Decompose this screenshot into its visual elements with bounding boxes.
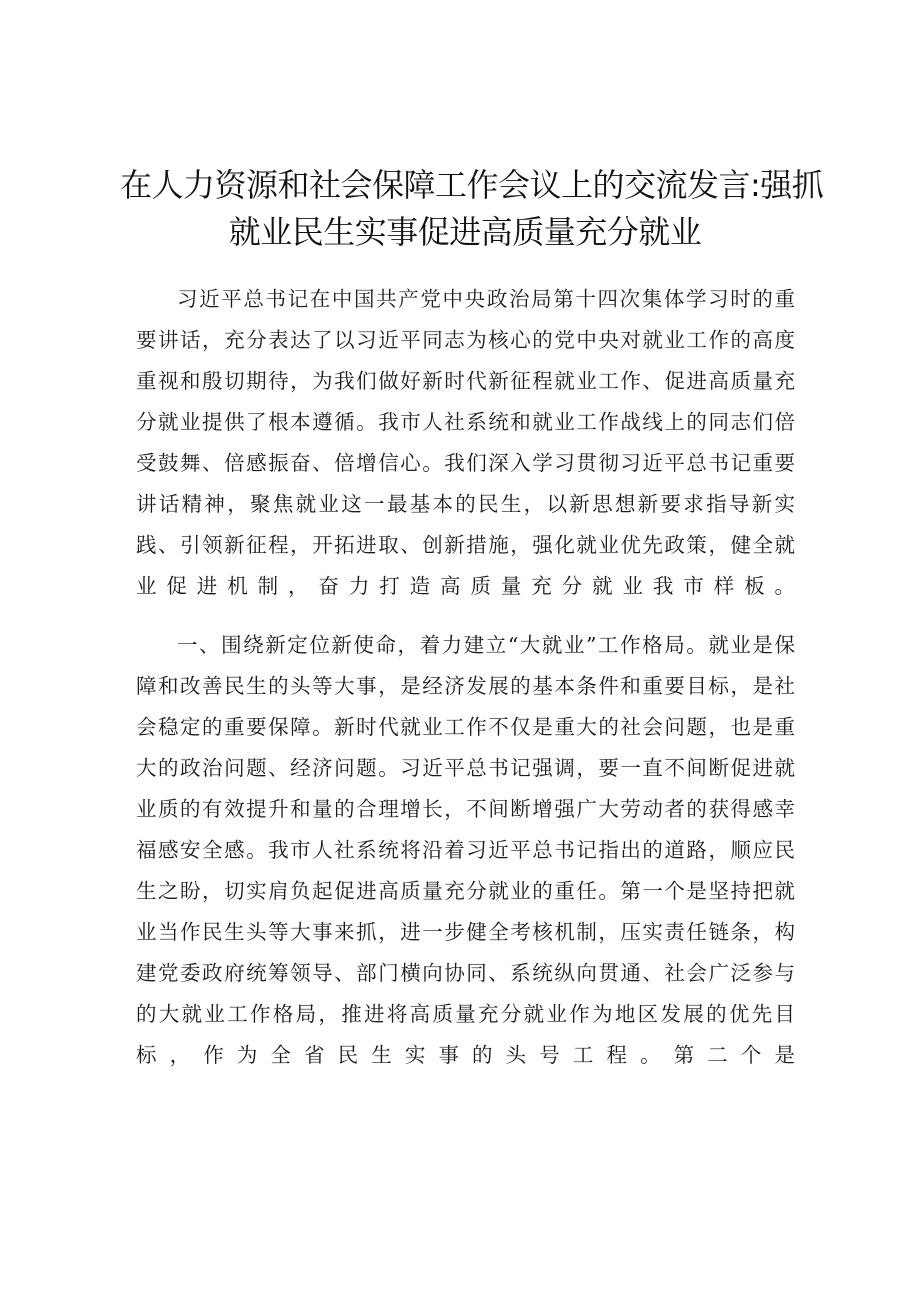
title-line-1: 在人力资源和社会保障工作会议上的交流发言:强抓	[120, 166, 824, 204]
document-title	[120, 162, 824, 256]
title-line-2: 就业民生实事促进高质量充分就业	[228, 213, 702, 251]
paragraph-section-one: 一、围绕新定位新使命，着力建立“大就业”工作格局。就业是保障和改善民生的头等大事，是经济发展的基本条件和重要目标，是社会稳定的重要保障。新时代就业工作不仅是重大的社会问题，也是重大的政治问题、经济问题。习近平总书记强调，要一直不间断促进就业质的有效提升和量的合理增长，不间断增强广大劳动者的获得感幸福感安全感。我市人社系统将沿着习近平总书记指出的道路，顺应民生之盼，切实肩负起促进高质量充分就业的重任。第一个是坚持把就业当作民生头等大事来抓，进一步健全考核机制，压实责任链条，构建党委政府统筹领导、部门横向协同、系统纵向贯通、社会广泛参与的大就业工作格局，推进将高质量充分就业作为地区发展的优先目标，作为全省民生实事的头号工程。第二个是	[136, 633, 796, 1067]
document-body	[136, 279, 796, 1076]
paragraph-intro: 习近平总书记在中国共产党中央政治局第十四次集体学习时的重要讲话，充分表达了以习近平同志为核心的党中央对就业工作的高度重视和殷切期待，为我们做好新时代新征程就业工作、促进高质量充分就业提供了根本遵循。我市人社系统和就业工作战线上的同志们倍受鼓舞、倍感振奋、倍增信心。我们深入学习贯彻习近平总书记重要讲话精神，聚焦就业这一最基本的民生，以新思想新要求指导新实践、引领新征程，开拓进取、创新措施，强化就业优先政策，健全就业促进机制，奋力打造高质量充分就业我市样板。	[136, 287, 796, 598]
